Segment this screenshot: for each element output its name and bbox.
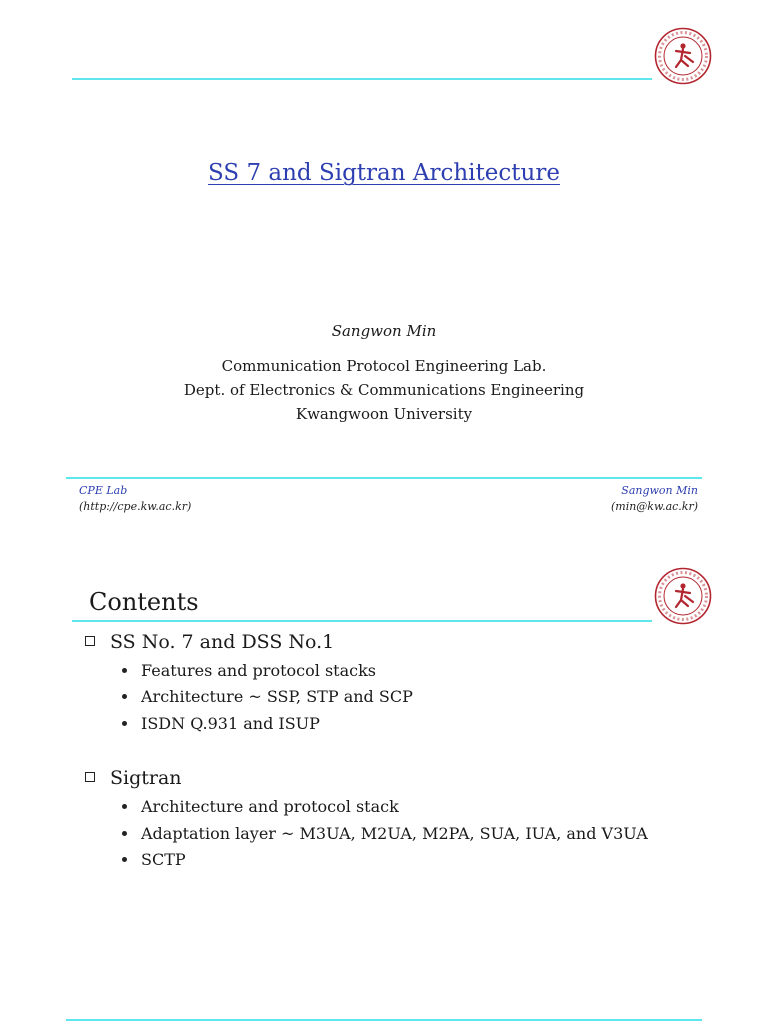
heading-rule — [72, 620, 652, 622]
bullet-icon — [122, 831, 127, 836]
list-item: Adaptation layer ~ M3UA, M2UA, M2PA, SUA, IUA, and V3UA — [122, 824, 648, 843]
top-rule — [72, 78, 652, 80]
list-item: Features and protocol stacks — [122, 661, 376, 680]
footer-rule — [66, 1019, 702, 1021]
bullet-icon — [122, 804, 127, 809]
presentation-title[interactable]: SS 7 and Sigtran Architecture — [208, 160, 560, 186]
checkbox-bullet-icon — [85, 636, 95, 646]
footer-rule — [66, 477, 702, 479]
author-name: Sangwon Min — [331, 322, 437, 340]
section-title: Sigtran — [85, 767, 182, 789]
checkbox-bullet-icon — [85, 772, 95, 782]
list-item: ISDN Q.931 and ISUP — [122, 714, 320, 733]
footer-author-email[interactable]: (min@kw.ac.kr) — [610, 500, 698, 513]
list-item: Architecture ~ SSP, STP and SCP — [122, 687, 413, 706]
footer-left — [79, 483, 191, 515]
university-logo-icon — [654, 567, 712, 625]
footer-lab-url[interactable]: (http://cpe.kw.ac.kr) — [79, 500, 192, 513]
affiliation-line-lab: Communication Protocol Engineering Lab. — [221, 357, 547, 375]
list-item: SCTP — [122, 850, 186, 869]
list-item: Architecture and protocol stack — [122, 797, 399, 816]
footer-author-name: Sangwon Min — [621, 484, 698, 497]
contents-heading: Contents — [89, 588, 199, 616]
section-title: SS No. 7 and DSS No.1 — [85, 631, 334, 653]
affiliation-line-university: Kwangwoon University — [295, 405, 473, 423]
bullet-icon — [122, 721, 127, 726]
footer-right — [611, 483, 698, 515]
affiliation-line-dept: Dept. of Electronics & Communications Engineering — [183, 381, 585, 399]
bullet-icon — [122, 694, 127, 699]
footer-lab-name: CPE Lab — [79, 484, 128, 497]
bullet-icon — [122, 668, 127, 673]
university-logo-icon — [654, 27, 712, 85]
bullet-icon — [122, 857, 127, 862]
contents-slide — [0, 512, 768, 1024]
